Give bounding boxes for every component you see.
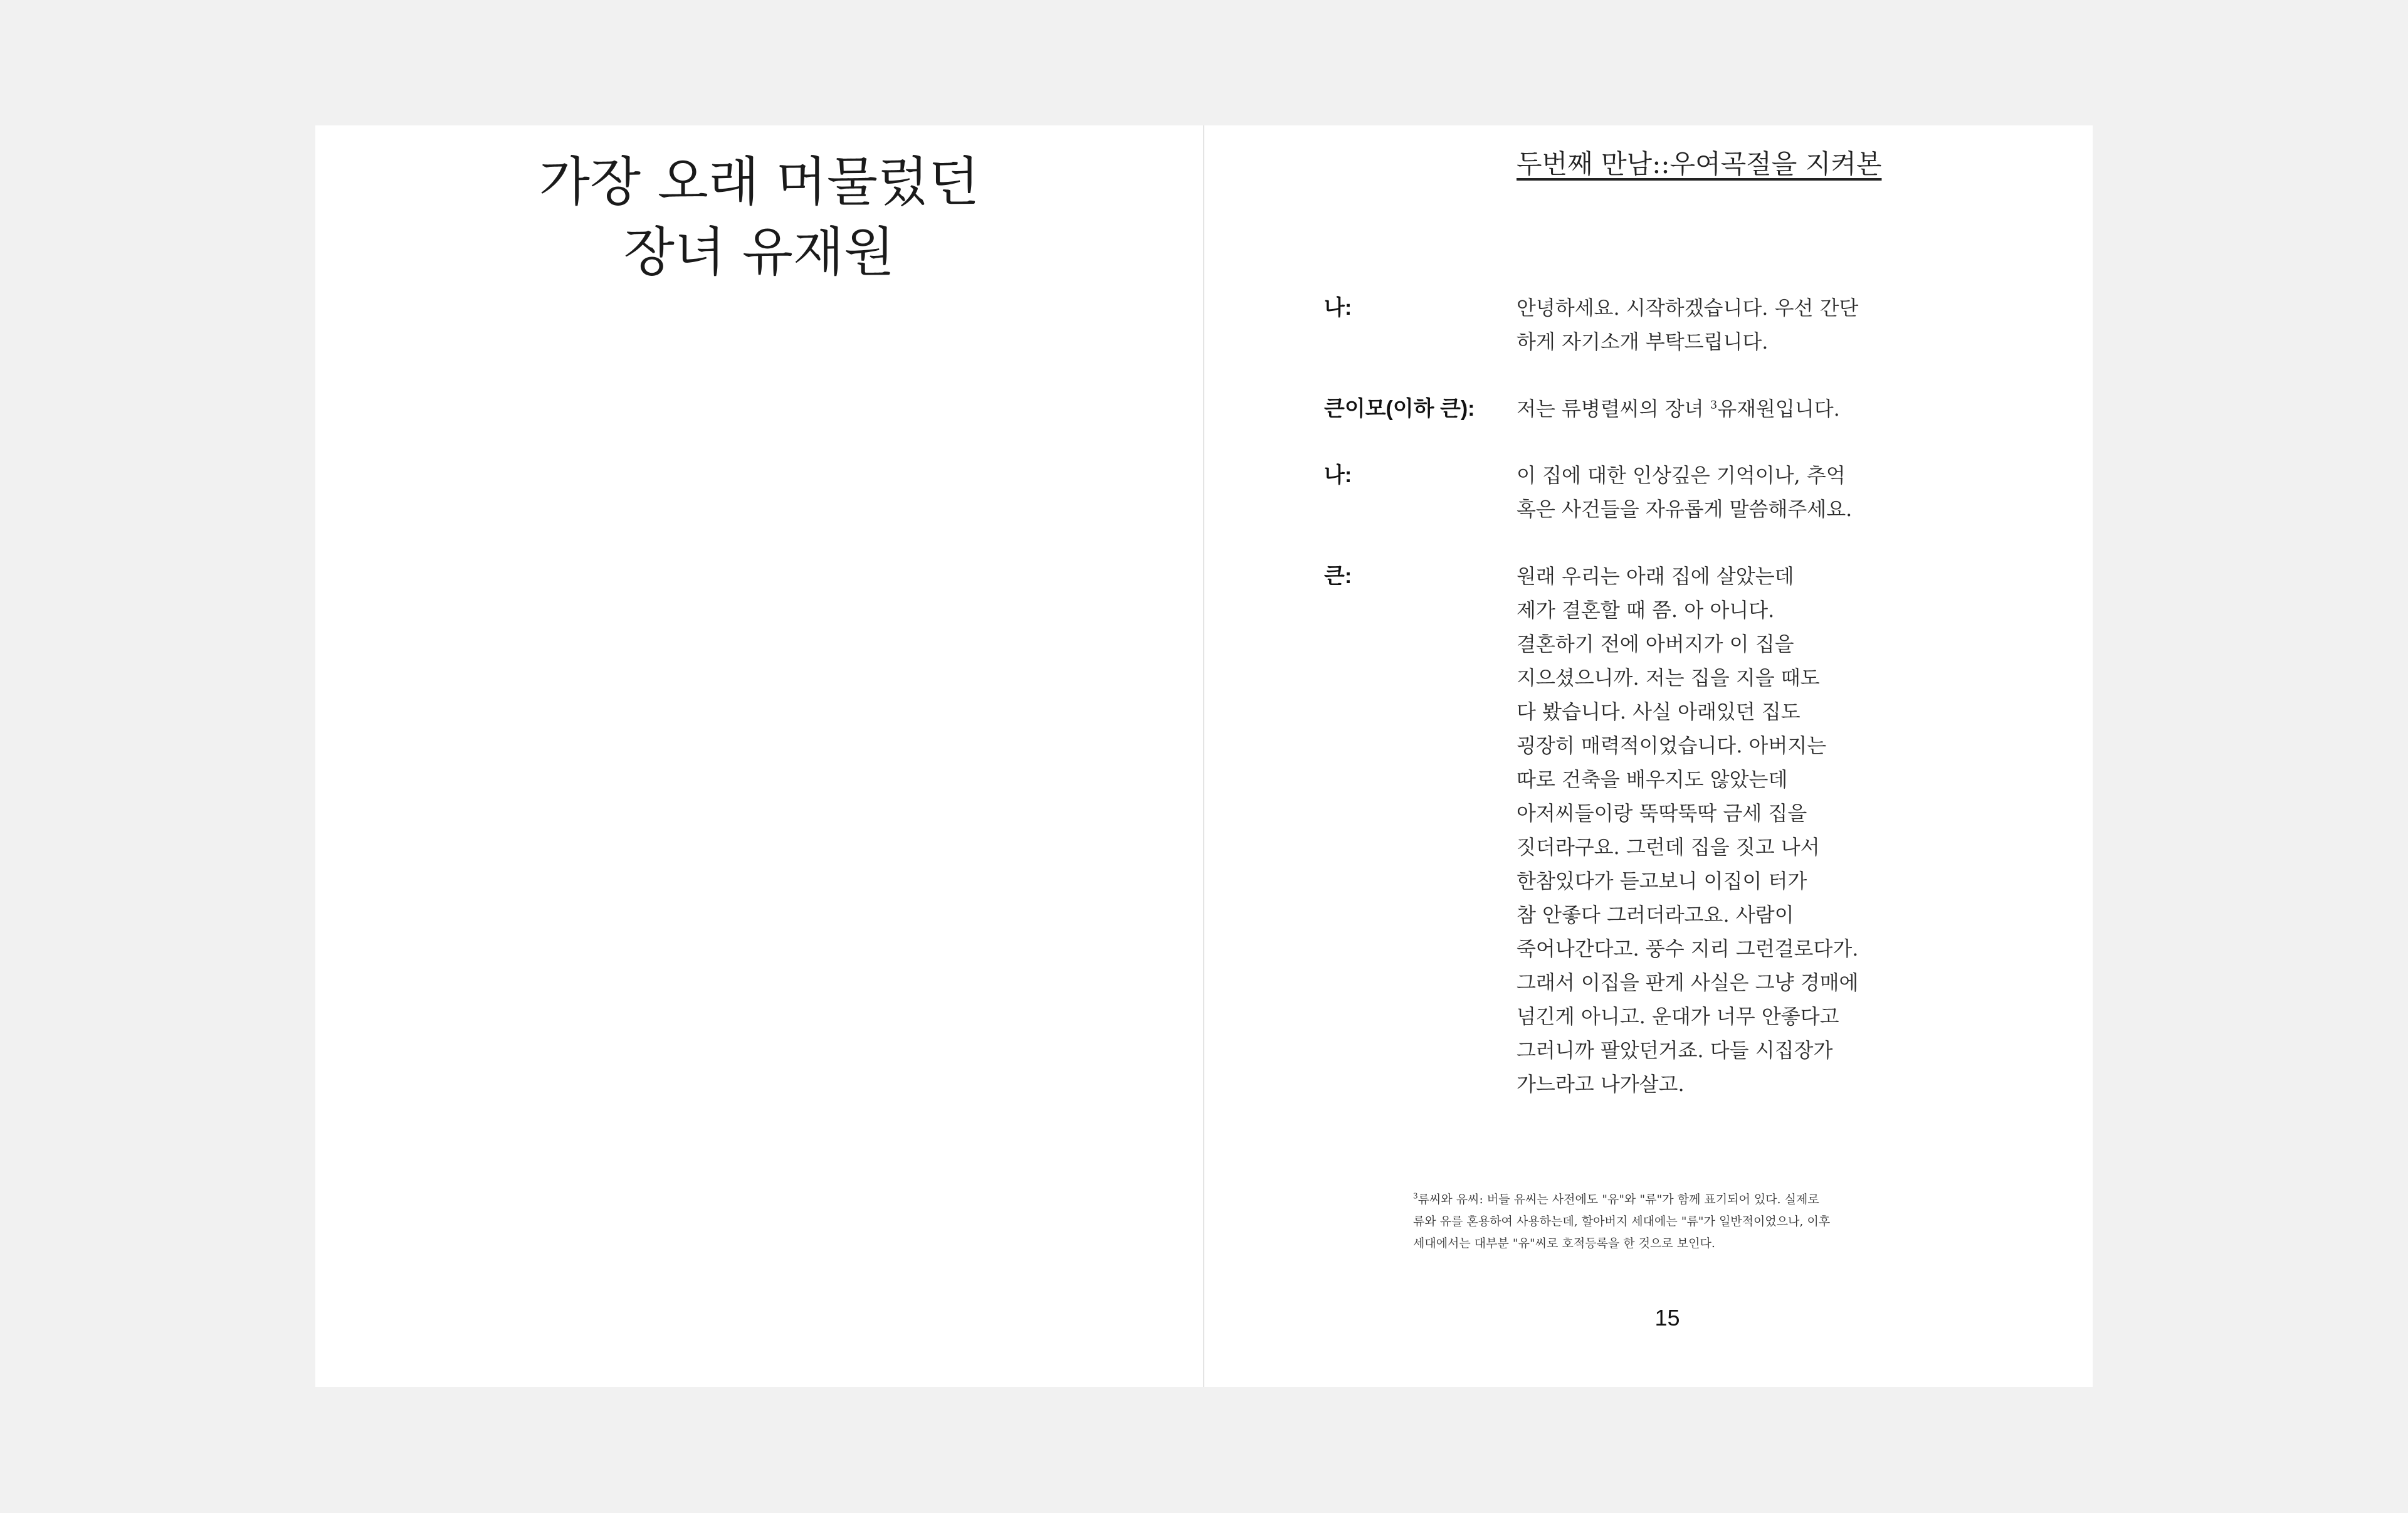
chapter-title-line: 가장 오래 머물렀던 [539,151,980,213]
footnote-line [1413,1189,1890,1211]
speech-line: 하게 자기소개 부탁드립니다. [1517,330,1769,354]
speaker-label: 큰: [1324,564,1352,588]
section-heading: 두번째 만남::우여곡절을 지켜본 [1517,149,1882,179]
footnote-line: 세대에서는 대부분 "유"씨로 호적등록을 한 것으로 보인다. [1413,1236,1715,1250]
speaker-label: 큰이모(이하 큰): [1324,397,1475,421]
chapter-title-line: 장녀 유재원 [623,221,895,283]
speech-text [1517,392,1893,426]
speech-line: 그러니까 팔았던거죠. 다들 시집장가 [1517,1038,1833,1062]
speech-line: 가느라고 나가살고. [1517,1072,1685,1096]
speech-line: 다 봤습니다. 사실 아래있던 집도 [1517,700,1801,724]
speech-line: 안녕하세요. 시작하겠습니다. 우선 간단 [1517,296,1859,320]
speech-text [1517,458,1893,526]
footnote-line: 류와 유를 혼용하여 사용하는데, 할아버지 세대에는 "류"가 일반적이었으나, 이후 [1413,1215,1831,1228]
page-number: 15 [1654,1305,1680,1331]
footnote-marker: 3 [1413,1191,1418,1201]
speech-line [1517,392,1893,426]
speech-line: 원래 우리는 아래 집에 살았는데 [1517,564,1794,588]
speech-line: 짓더라구요. 그런데 집을 짓고 나서 [1517,835,1820,859]
speech-fragment: 유재원입니다. [1717,397,1840,421]
speech-line: 따로 건축을 배우지도 않았는데 [1517,767,1788,791]
speech-text [1517,559,1893,1101]
left-page [315,125,1203,1387]
chapter-title [315,147,1203,287]
footnote-text: 류씨와 유씨: 버들 유씨는 사전에도 "유"와 "류"가 함께 표기되어 있다. 실제로 [1417,1193,1819,1206]
speech-line: 제가 결혼할 때 쯤. 아 아니다. [1517,598,1775,622]
speech-line: 죽어나간다고. 풍수 지리 그런걸로다가. [1517,937,1859,961]
book-spread [315,125,2093,1387]
speech-line: 아저씨들이랑 뚝딱뚝딱 금세 집을 [1517,801,1807,825]
speaker-label: 나: [1324,296,1352,320]
speech-line: 굉장히 매력적이었습니다. 아버지는 [1517,734,1827,757]
speech-line: 한참있다가 듣고보니 이집이 터가 [1517,869,1807,893]
speech-fragment: 저는 류병렬씨의 장녀 [1517,397,1710,421]
speech-line: 그래서 이집을 판게 사실은 그냥 경매에 [1517,971,1859,994]
speaker-label: 나: [1324,463,1352,487]
footnote [1413,1189,1890,1255]
speech-text [1517,291,1893,359]
speech-line: 지으셨으니까. 저는 집을 지을 때도 [1517,666,1820,690]
footnote-reference[interactable]: 3 [1710,398,1718,412]
speech-line: 넘긴게 아니고. 운대가 너무 안좋다고 [1517,1004,1839,1028]
speech-line: 참 안좋다 그러더라고요. 사람이 [1517,903,1794,927]
right-page [1204,125,2093,1387]
speech-line: 혹은 사건들을 자유롭게 말씀해주세요. [1517,497,1853,521]
speech-line: 이 집에 대한 인상깊은 기억이나, 추억 [1517,463,1846,487]
speech-line: 결혼하기 전에 아버지가 이 집을 [1517,632,1794,656]
